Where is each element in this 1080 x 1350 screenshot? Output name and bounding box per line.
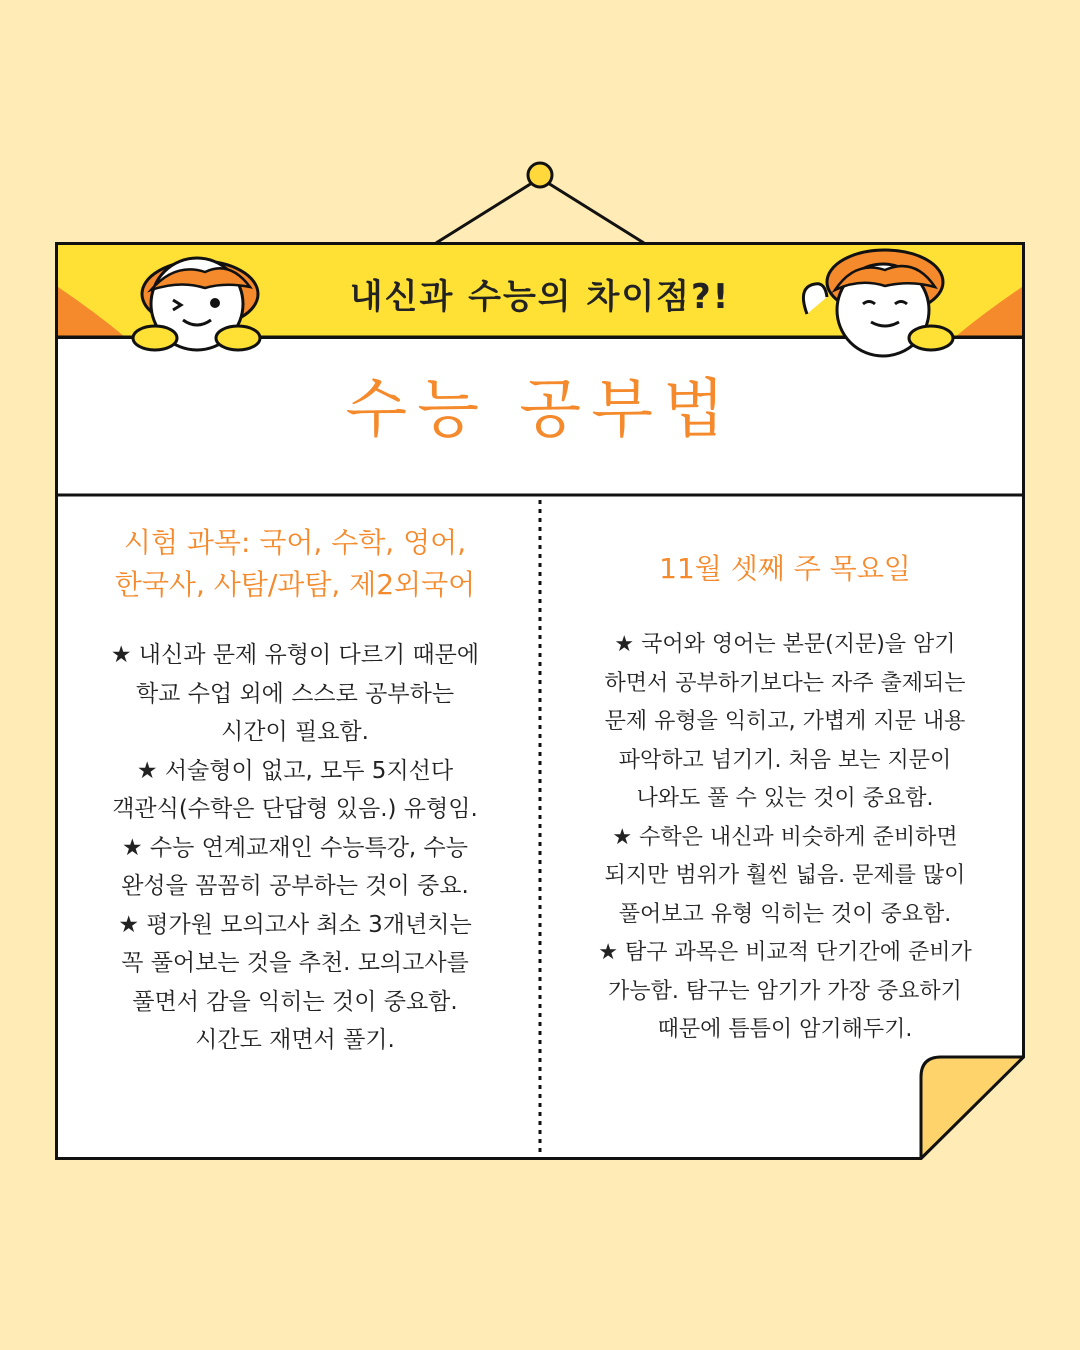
right-subhead: [555, 548, 1015, 590]
left-column: [65, 522, 525, 1060]
left-subhead-line: 한국사, 사탐/과탐, 제2외국어: [114, 568, 476, 601]
right-body-line: 되지만 범위가 훨씬 넓음. 문제를 많이: [604, 863, 966, 888]
left-body-line: ★ 서술형이 없고, 모두 5지선다: [136, 757, 454, 784]
right-body-line: 나와도 풀 수 있는 것이 중요함.: [636, 786, 934, 811]
left-body-line: 학교 수업 외에 스스로 공부하는: [135, 680, 455, 707]
right-body-line: ★ 탐구 과목은 비교적 단기간에 준비가: [598, 940, 972, 965]
right-body-line: 하면서 공부하기보다는 자주 출제되는: [604, 670, 966, 696]
left-body-line: ★ 수능 연계교재인 수능특강, 수능: [121, 834, 468, 861]
right-subhead-line: 11월 셋째 주 목요일: [659, 552, 911, 585]
left-body-line: 풀면서 감을 익히는 것이 중요함.: [132, 988, 458, 1015]
left-subhead: [65, 522, 525, 606]
right-body-line: 파악하고 넘기기. 처음 보는 지문이: [618, 747, 952, 773]
banner-title: 내신과 수능의 차이점?!: [349, 277, 731, 317]
right-body-line: ★ 국어와 영어는 본문(지문)을 암기: [614, 632, 956, 657]
left-body-line: 완성을 꼼꼼히 공부하는 것이 중요.: [121, 873, 469, 899]
hanger-string: [0, 0, 1080, 250]
left-body: [65, 636, 525, 1060]
hanger-pin-icon: [528, 163, 552, 187]
left-body-line: 객관식(수학은 단답형 있음.) 유형임.: [112, 796, 478, 822]
left-body-line: ★ 평가원 모의고사 최소 3개년치는: [118, 911, 472, 938]
left-subhead-line: 시험 과목: 국어, 수학, 영어,: [123, 526, 467, 559]
page-title: 수능 공부법: [345, 373, 735, 447]
right-body-line: 때문에 틈틈이 암기해두기.: [657, 1017, 913, 1042]
right-body-line: 풀어보고 유형 익히는 것이 중요함.: [618, 901, 952, 927]
left-body-line: 시간이 필요함.: [221, 719, 369, 745]
right-body-line: ★ 수학은 내신과 비슷하게 준비하면: [612, 824, 958, 850]
folded-corner-icon: [921, 1057, 1024, 1159]
left-body-line: 꼭 풀어보는 것을 추천. 모의고사를: [121, 950, 469, 976]
right-body: [555, 626, 1015, 1050]
left-body-line: 시간도 재면서 풀기.: [195, 1027, 395, 1053]
right-column: [555, 548, 1015, 1050]
right-body-line: 문제 유형을 익히고, 가볍게 지문 내용: [604, 709, 966, 734]
notice-board: [55, 242, 1025, 1160]
left-body-line: ★ 내신과 문제 유형이 다르기 때문에: [110, 642, 480, 668]
right-body-line: 가능함. 탐구는 암기가 가장 중요하기: [608, 978, 962, 1004]
